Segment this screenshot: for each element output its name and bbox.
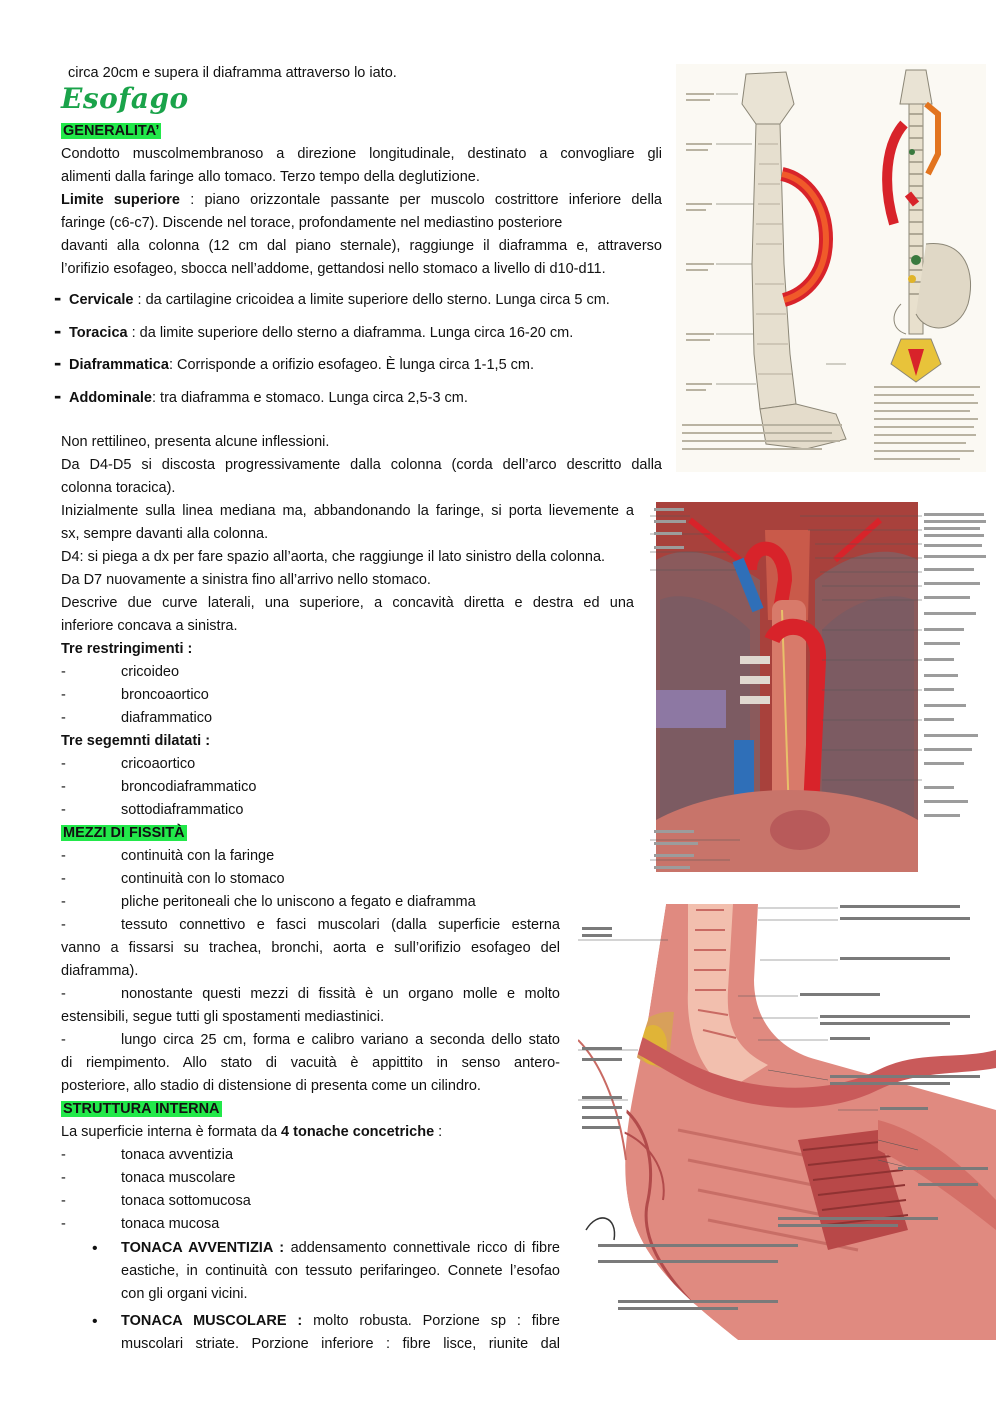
list-item: cricoideo bbox=[121, 664, 180, 680]
limite-line4: l’orifizio esofageo, sbocca nell’addome, gettandosi nello stomaco a livello di d10-d11. bbox=[61, 261, 606, 277]
part-text: : da limite superiore dello sterno a diaframma. Lunga circa 16-20 cm. bbox=[127, 325, 574, 341]
list-dash: - bbox=[61, 779, 66, 795]
engraving-svg bbox=[676, 64, 986, 472]
page-title: Esofago bbox=[61, 82, 189, 115]
list-item-cont: posteriore, allo stadio di distensione di presenta come un cilindro. bbox=[61, 1078, 481, 1094]
esophagus-engraving-figure bbox=[676, 64, 986, 472]
part-label: Diaframmatica bbox=[69, 357, 169, 373]
list-item-cont: diaframma). bbox=[61, 963, 139, 979]
bullet-icon: • bbox=[92, 1240, 98, 1257]
list-item: pliche peritoneali che lo uniscono a fegato e diaframma bbox=[121, 894, 476, 910]
list-item: tonaca mucosa bbox=[121, 1216, 220, 1232]
course-line6: D4: si piega a dx per fare spazio all’aorta, che raggiunge il lato sinistro della colonna. bbox=[61, 549, 606, 565]
avventizia-line2: eastiche, in continuità con tessuto perifaringeo. Connete l’esofao bbox=[121, 1263, 560, 1279]
list-dash: - bbox=[61, 986, 66, 1002]
muscolare-label: TONACA MUSCOLARE : bbox=[121, 1313, 303, 1329]
part-diaframmatica bbox=[69, 354, 534, 377]
section-struttura: STRUTTURA INTERNA bbox=[63, 1101, 220, 1117]
limite-label: Limite superiore bbox=[61, 192, 180, 208]
list-item: broncoaortico bbox=[121, 687, 209, 703]
avventizia-line3: con gli organi vicini. bbox=[121, 1286, 248, 1302]
section-generalita: GENERALITA’ bbox=[63, 123, 160, 139]
right-esophagus-drawing bbox=[887, 70, 970, 382]
list-item: continuità con lo stomaco bbox=[121, 871, 285, 887]
part-dash: - bbox=[54, 350, 62, 375]
part-text: : Corrisponde a orifizio esofageo. È lunga circa 1-1,5 cm. bbox=[168, 357, 535, 373]
list-item: nonostante questi mezzi di fissità è un organo molle e molto bbox=[121, 986, 560, 1002]
list-dash: - bbox=[61, 1216, 66, 1232]
part-dash: - bbox=[54, 383, 62, 408]
course-line5: sx, sempre davanti alla colonna. bbox=[61, 526, 269, 542]
part-label: Cervicale bbox=[69, 292, 134, 308]
struttura-intro-text: La superficie interna è formata da bbox=[61, 1124, 282, 1140]
list-item: tonaca muscolare bbox=[121, 1170, 236, 1186]
top-line: circa 20cm e supera il diaframma attraverso lo iato. bbox=[68, 65, 397, 81]
muscolare-line1 bbox=[121, 1310, 560, 1333]
list-item: diaframmatico bbox=[121, 710, 213, 726]
part-addominale bbox=[69, 387, 468, 410]
mediastinum-figure bbox=[650, 500, 998, 875]
struttura-bold: 4 tonache concetriche bbox=[281, 1124, 435, 1140]
bullet-icon: • bbox=[92, 1313, 98, 1330]
list-dash: - bbox=[61, 917, 66, 933]
list-dash: - bbox=[61, 664, 66, 680]
list-item: cricoaortico bbox=[121, 756, 196, 772]
list-item: tessuto connettivo e fasci muscolari (dalla superficie esterna bbox=[121, 917, 560, 933]
course-line1: Non rettilineo, presenta alcune inflessioni. bbox=[61, 434, 330, 450]
list-item: broncodiaframmatico bbox=[121, 779, 257, 795]
avventizia-text: addensamento connettivale ricco di fibre bbox=[284, 1240, 560, 1256]
restringimenti-title: Tre restringimenti : bbox=[61, 641, 193, 657]
list-dash: - bbox=[61, 756, 66, 772]
list-item: continuità con la faringe bbox=[121, 848, 275, 864]
part-dash: - bbox=[54, 285, 62, 310]
part-cervicale bbox=[69, 289, 610, 312]
list-item-cont: di riempimento. Allo stato di vacuità è appittito in senso antero- bbox=[61, 1055, 560, 1071]
struttura-intro bbox=[61, 1121, 442, 1144]
list-dash: - bbox=[61, 710, 66, 726]
course-line4: Inizialmente sulla linea mediana ma, abbandonando la faringe, si porta lievemente a bbox=[61, 503, 634, 519]
part-text: : da cartilagine cricoidea a limite superiore dello sterno. Lunga circa 5 cm. bbox=[133, 292, 610, 308]
course-line8: Descrive due curve laterali, una superiore, a concavità diretta e destra ed una bbox=[61, 595, 634, 611]
course-line7: Da D7 nuovamente a sinistra fino all’arrivo nello stomaco. bbox=[61, 572, 431, 588]
part-dash: - bbox=[54, 318, 62, 343]
list-dash: - bbox=[61, 848, 66, 864]
gen-p1-line1: Condotto muscolmembranoso a direzione longitudinale, destinato a convogliare gli bbox=[61, 146, 662, 162]
avventizia-line1 bbox=[121, 1237, 560, 1260]
list-item-cont: estensibili, segue tutti gli spostamenti mediastinici. bbox=[61, 1009, 385, 1025]
list-item-cont: vanno a fissarsi su trachea, bronchi, aorta e sull’orifizio esofageo del bbox=[61, 940, 560, 956]
avventizia-label: TONACA AVVENTIZIA : bbox=[121, 1240, 285, 1256]
dilatati-title: Tre segemnti dilatati : bbox=[61, 733, 211, 749]
list-dash: - bbox=[61, 1032, 66, 1048]
section-mezzi: MEZZI DI FISSITÀ bbox=[63, 825, 185, 841]
list-dash: - bbox=[61, 687, 66, 703]
muscolare-text: molto robusta. Porzione sp : fibre bbox=[302, 1313, 560, 1329]
course-line9: inferiore concava a sinistra. bbox=[61, 618, 238, 634]
list-item: tonaca avventizia bbox=[121, 1147, 234, 1163]
limite-line3: davanti alla colonna (12 cm dal piano sternale), raggiunge il diaframma e, attraverso bbox=[61, 238, 662, 254]
limite-line1 bbox=[61, 189, 662, 212]
gastroesophageal-junction-figure bbox=[578, 900, 996, 1340]
part-label: Toracica bbox=[69, 325, 128, 341]
part-label: Addominale bbox=[69, 390, 152, 406]
gen-p1-line2: alimenti dalla faringe allo tomaco. Terzo tempo della deglutizione. bbox=[61, 169, 480, 185]
list-dash: - bbox=[61, 894, 66, 910]
list-dash: - bbox=[61, 802, 66, 818]
list-item: sottodiaframmatico bbox=[121, 802, 244, 818]
course-line2: Da D4-D5 si discosta progressivamente dalla colonna (corda dell’arco descritto dalla bbox=[61, 457, 662, 473]
list-item: tonaca sottomucosa bbox=[121, 1193, 251, 1209]
muscolare-line2: muscolari striate. Porzione inferiore : fibre lisce, riunite dal bbox=[121, 1336, 560, 1352]
list-dash: - bbox=[61, 1170, 66, 1186]
list-item: lungo circa 25 cm, forma e calibro variano a seconda dello stato bbox=[121, 1032, 560, 1048]
left-esophagus-drawing bbox=[686, 72, 846, 449]
limite-line2: faringe (c6-c7). Discende nel torace, profondamente nel mediastino posteriore bbox=[61, 215, 563, 231]
list-dash: - bbox=[61, 871, 66, 887]
mediastinum-svg bbox=[650, 500, 998, 875]
limite-text1: : piano orizzontale passante per muscolo costrittore inferiore della bbox=[180, 192, 662, 208]
part-text: : tra diaframma e stomaco. Lunga circa 2,5-3 cm. bbox=[151, 390, 468, 406]
struttura-end: : bbox=[434, 1124, 443, 1140]
list-dash: - bbox=[61, 1193, 66, 1209]
course-line3: colonna toracica). bbox=[61, 480, 176, 496]
part-toracica bbox=[69, 322, 573, 345]
junction-svg bbox=[578, 900, 996, 1340]
list-dash: - bbox=[61, 1147, 66, 1163]
